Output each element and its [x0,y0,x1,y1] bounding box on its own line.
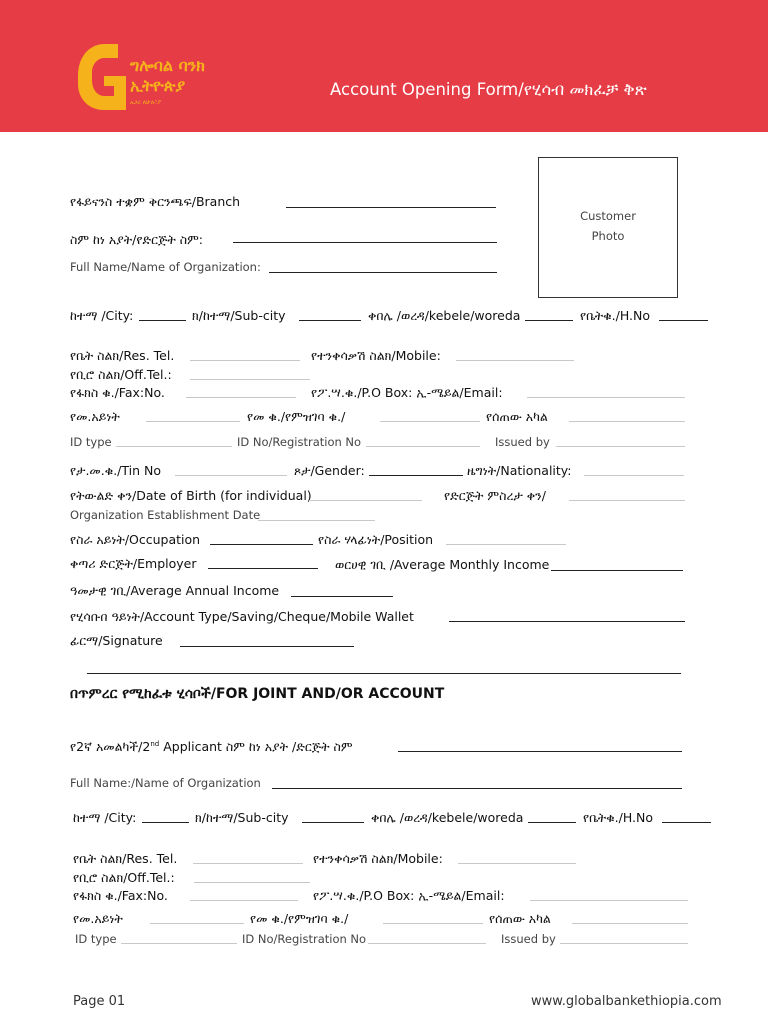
establishment-am-label: የድርጅት ምስረታ ቀን/ [444,488,546,503]
occupation-field[interactable] [210,544,313,545]
joint-account-heading: በጥምረር የሚከፈቱ ሂሳቦች/FOR JOINT AND/OR ACCOUNT [70,686,445,702]
hno-field[interactable] [659,320,708,321]
branch-field[interactable] [286,207,496,208]
annual-income-label: ዓመታዊ ገቢ/Average Annual Income [70,583,280,598]
joint-mobile-field[interactable] [458,863,576,864]
kebele-field[interactable] [525,320,573,321]
employer-field[interactable] [208,568,318,569]
joint-hno-label: የቤትቁ./H.No [583,810,654,825]
joint-issued-am-field[interactable] [572,923,688,924]
subcity-field[interactable] [299,320,361,321]
form-title: Account Opening Form/የሂሳብ መክፈቻ ቅጽ [330,80,647,99]
joint-kebele-label: ቀበሌ /ወረዳ/kebele/woreda [371,810,524,825]
name-am-label: ስም ከነ አያት/የድርጅት ስም: [70,232,204,247]
id-no-am-field[interactable] [380,421,480,422]
off-tel-field[interactable] [190,379,310,380]
fax-field[interactable] [186,397,296,398]
res-tel-field[interactable] [190,360,300,361]
customer-photo-box[interactable] [538,157,678,298]
joint-city-field[interactable] [142,822,189,823]
dob-field[interactable] [309,500,422,501]
res-tel-label: የቤት ስልክ/Res. Tel. [70,348,175,363]
joint-id-type-label: ID type [75,932,117,946]
joint-id-type-am-field[interactable] [150,923,244,924]
joint-hno-field[interactable] [662,822,711,823]
pobox-email-label: የፖ.ሣ.ቁ./P.O Box: ኢ-ሜይል/Email: [311,385,503,400]
logo-tagline: አጋሪ ለሁሉ፣ያ [130,99,161,106]
id-type-am-label: የመ.አይነት [70,409,120,424]
joint-id-no-field[interactable] [368,943,486,944]
joint-res-tel-field[interactable] [193,863,303,864]
joint-subcity-label: ክ/ከተማ/Sub-city [195,810,289,825]
second-applicant-label [70,739,353,755]
joint-id-no-label: ID No/Registration No [242,932,367,946]
header-banner [0,0,768,132]
signature-label: ፊርማ/Signature [70,633,163,648]
id-no-label: ID No/Registration No [237,435,362,449]
establishment-label: Organization Establishment Date [70,508,261,522]
tin-label: የታ.መ.ቁ./Tin No [70,463,162,478]
account-type-field[interactable] [449,621,685,622]
second-applicant-field[interactable] [398,751,682,752]
monthly-income-label: ወርሀዊ ገቢ /Average Monthly Income [335,557,550,572]
second-applicant-prefix: የ2ኛ አመልካች/2 [70,739,151,754]
city-field[interactable] [139,320,186,321]
logo-line-1: ግሎባል ባንክ [130,56,205,75]
joint-id-type-field[interactable] [121,943,237,944]
joint-subcity-field[interactable] [302,822,364,823]
dob-label: የትውልድ ቀን/Date of Birth (for individual) [70,488,312,503]
full-name-label: Full Name/Name of Organization: [70,260,261,274]
joint-kebele-field[interactable] [528,822,576,823]
page-number: Page 01 [73,994,126,1009]
joint-issued-by-field[interactable] [560,943,688,944]
city-label: ከተማ /City: [70,308,134,323]
subcity-label: ክ/ከተማ/Sub-city [192,308,286,323]
establishment-field[interactable] [258,520,375,521]
tin-field[interactable] [175,475,287,476]
second-applicant-ordinal: nd [150,739,160,748]
second-applicant-suffix: Applicant ስም ከነ አያት /ድርጅት ስም [159,739,353,754]
off-tel-label: የቢሮ ስልክ/Off.Tel.: [70,367,172,382]
issued-am-field[interactable] [569,421,685,422]
joint-off-tel-label: የቢሮ ስልክ/Off.Tel.: [73,870,175,885]
hno-label: የቤትቁ./H.No [580,308,651,323]
name-am-field[interactable] [233,242,497,243]
joint-mobile-label: የተንቀሳቃሽ ስልክ/Mobile: [313,851,443,866]
section-divider [87,673,681,674]
fax-label: የፋክስ ቁ./Fax:No. [70,385,165,400]
issued-am-label: የሰጠው አካል [486,409,548,424]
joint-off-tel-field[interactable] [194,882,310,883]
joint-id-type-am-label: የመ.አይነት [73,911,123,926]
joint-issued-am-label: የሰጠው አካል [489,911,551,926]
joint-city-label: ከተማ /City: [73,810,137,825]
joint-res-tel-label: የቤት ስልክ/Res. Tel. [73,851,178,866]
signature-field[interactable] [180,646,354,647]
joint-id-no-am-label: የመ ቁ./የምዝገባ ቁ./ [250,911,349,926]
joint-pobox-email-label: የፖ.ሣ.ቁ./P.O Box: ኢ-ሜይል/Email: [313,888,505,903]
photo-label-line-1: Customer [580,209,636,223]
nationality-label: ዜግነት/Nationality: [467,463,572,478]
joint-fax-field[interactable] [190,900,298,901]
id-no-am-label: የመ ቁ./የምዝገባ ቁ./ [247,409,346,424]
branch-label: የፋይናንስ ተቋም ቅርንጫፍ/Branch [70,194,241,209]
position-label: የስራ ሃላፊነት/Position [318,532,434,547]
joint-full-name-label: Full Name:/Name of Organization [70,776,261,790]
id-no-field[interactable] [366,446,480,447]
mobile-field[interactable] [456,360,574,361]
id-type-am-field[interactable] [146,421,240,422]
photo-label [539,206,677,246]
joint-full-name-field[interactable] [272,788,682,789]
logo-line-2: ኢትዮጵያ [130,76,186,95]
kebele-label: ቀበሌ /ወረዳ/kebele/woreda [368,308,521,323]
position-field[interactable] [446,544,566,545]
logo-name [130,56,205,96]
gender-label: ጾታ/Gender: [294,463,365,478]
full-name-field[interactable] [269,272,497,273]
joint-fax-label: የፋክስ ቁ./Fax:No. [73,888,168,903]
issued-by-field[interactable] [556,446,685,447]
employer-label: ቀጣሪ ድርጅት/Employer [70,556,197,571]
joint-pobox-email-field[interactable] [530,900,688,901]
establishment-am-field[interactable] [569,500,685,501]
annual-income-field[interactable] [291,596,393,597]
occupation-label: የስራ አይነት/Occupation [70,532,201,547]
account-type-label: የሂሳቡበ ዓይነት/Account Type/Saving/Cheque/Mobile Wallet [70,609,414,624]
photo-label-line-2: Photo [591,229,625,243]
issued-by-label: Issued by [495,435,550,449]
joint-id-no-am-field[interactable] [383,923,483,924]
bank-logo-icon [70,40,126,112]
mobile-label: የተንቀሳቃሽ ስልክ/Mobile: [311,348,441,363]
id-type-field[interactable] [116,446,232,447]
joint-issued-by-label: Issued by [501,932,556,946]
monthly-income-field[interactable] [551,570,683,571]
pobox-email-field[interactable] [527,397,685,398]
website-url: www.globalbankethiopia.com [531,994,722,1009]
id-type-label: ID type [70,435,112,449]
gender-field[interactable] [369,475,463,476]
nationality-field[interactable] [584,475,684,476]
